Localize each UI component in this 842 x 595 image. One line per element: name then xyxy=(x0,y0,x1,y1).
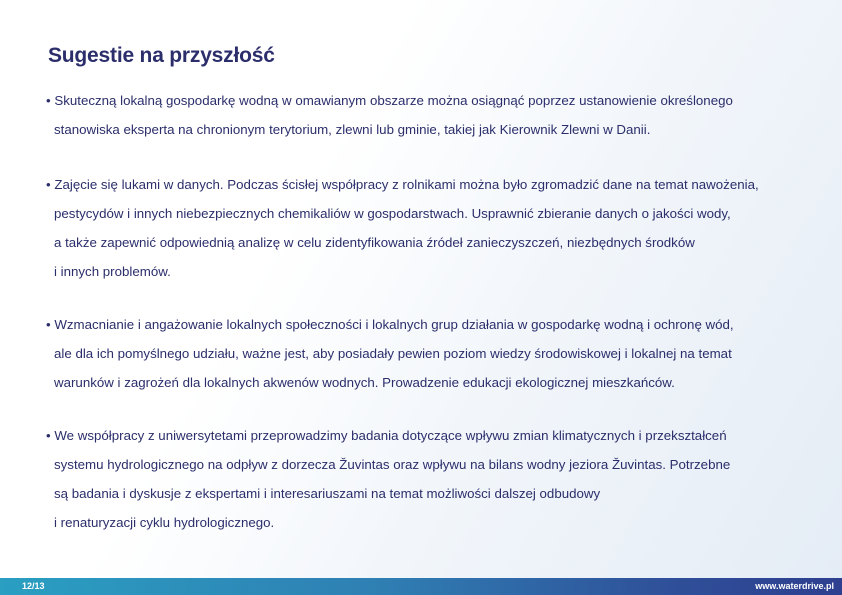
page-number: 12/13 xyxy=(22,581,45,591)
page-title: Sugestie na przyszłość xyxy=(48,44,275,67)
list-item xyxy=(46,425,816,541)
footer-bar xyxy=(0,578,842,595)
bullet-line: a także zapewnić odpowiednią analizę w celu zidentyfikowania źródeł zanieczyszczeń, niezbędnych środków xyxy=(54,235,695,250)
bullet-line: stanowiska eksperta na chronionym terytorium, zlewni lub gminie, takiej jak Kierownik Zlewni w Danii. xyxy=(54,122,651,137)
bullet-line: • Wzmacnianie i angażowanie lokalnych społeczności i lokalnych grup działania w gospodarkę wodną i ochronę wód, xyxy=(46,317,734,332)
bullet-line: systemu hydrologicznego na odpływ z dorzecza Žuvintas oraz wpływu na bilans wodny jeziora Žuvintas. Potrzebne xyxy=(54,457,731,472)
list-item xyxy=(46,90,816,148)
bullet-line: • We współpracy z uniwersytetami przeprowadzimy badania dotyczące wpływu zmian klimatycznych i przekształceń xyxy=(46,428,727,443)
bullet-line: ale dla ich pomyślnego udziału, ważne jest, aby posiadały pewien poziom wiedzy środowiskowej i lokalnej na temat xyxy=(54,346,732,361)
website-link[interactable]: www.waterdrive.pl xyxy=(755,581,834,591)
bullet-line: i renaturyzacji cyklu hydrologicznego. xyxy=(54,515,275,530)
bullet-line: pestycydów i innych niebezpiecznych chemikaliów w gospodarstwach. Usprawnić zbieranie danych o jakości wody, xyxy=(54,206,731,221)
bullet-line: • Skuteczną lokalną gospodarkę wodną w omawianym obszarze można osiągnąć poprzez ustanowienie określonego xyxy=(46,93,733,108)
bullet-line: i innych problemów. xyxy=(54,264,171,279)
bullet-line: warunków i zagrożeń dla lokalnych akwenów wodnych. Prowadzenie edukacji ekologicznej mieszkańców. xyxy=(54,375,675,390)
bullet-line: są badania i dyskusje z ekspertami i interesariuszami na temat możliwości dalszej odbudowy xyxy=(54,486,601,501)
list-item xyxy=(46,174,816,290)
list-item xyxy=(46,314,816,401)
bullet-line: • Zajęcie się lukami w danych. Podczas ścisłej współpracy z rolnikami można było zgromadzić dane na temat nawożenia, xyxy=(46,177,759,192)
